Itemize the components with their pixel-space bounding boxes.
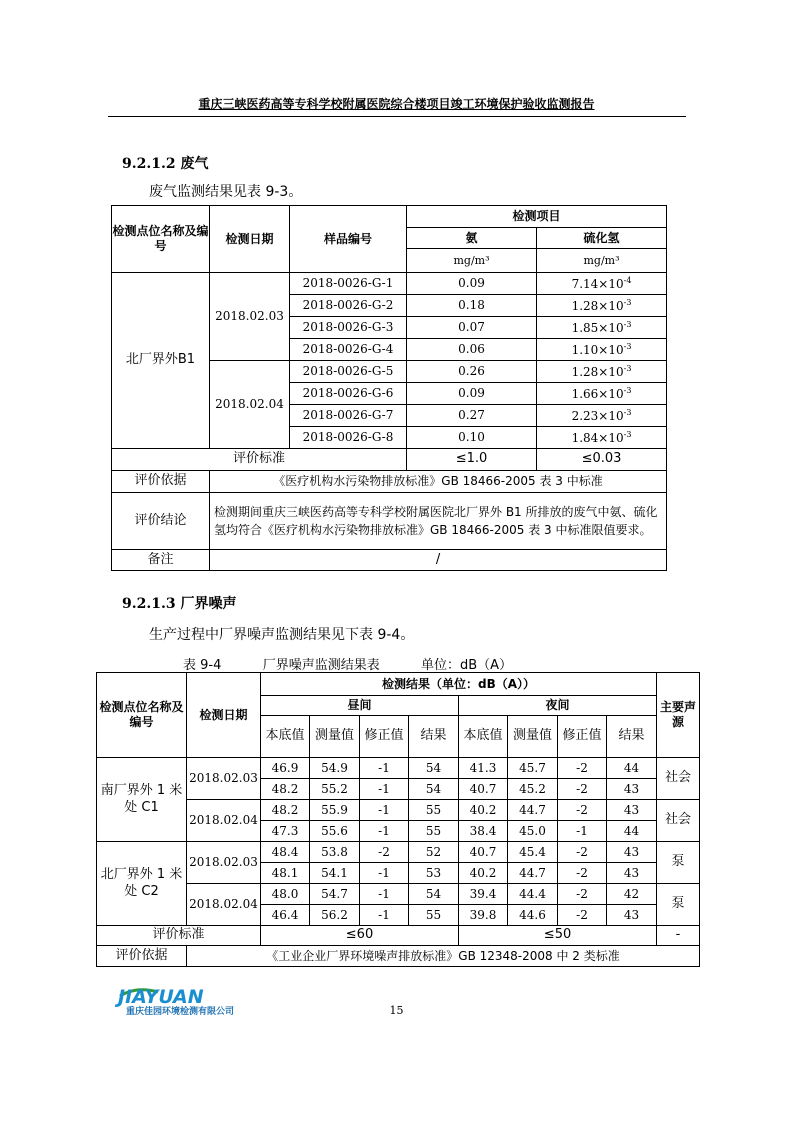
noise-value: -1 <box>360 884 409 905</box>
noise-col-results: 检测结果（单位：dB（A）） <box>261 673 657 696</box>
sub-col-measured: 测量值 <box>508 716 558 758</box>
noise-value: -2 <box>558 779 607 800</box>
noise-value: 40.7 <box>459 842 508 863</box>
noise-value: -2 <box>558 884 607 905</box>
col-items-header: 检测项目 <box>407 206 667 228</box>
site-cell: 北厂界外B1 <box>112 273 210 449</box>
noise-col-day: 昼间 <box>261 696 459 716</box>
noise-value: 43 <box>607 905 657 926</box>
noise-value: 45.7 <box>508 758 558 779</box>
noise-value: -2 <box>558 800 607 821</box>
noise-value: -2 <box>558 758 607 779</box>
sample-id: 2018-0026-G-4 <box>290 339 407 361</box>
noise-source-cell: 泵 <box>657 884 700 926</box>
noise-value: 43 <box>607 800 657 821</box>
col-ammonia-header: 氨 <box>407 228 537 249</box>
noise-value: 45.2 <box>508 779 558 800</box>
sub-col-correction: 修正值 <box>360 716 409 758</box>
conclusion-value: 检测期间重庆三峡医药高等专科学校附属医院北厂界外 B1 所排放的废气中氨、硫化氢均符合《医疗机构水污染物排放标准》GB 18466-2005 表 3 中标准限值要求。 <box>210 493 667 550</box>
noise-value: 48.2 <box>261 779 310 800</box>
noise-standard-night: ≤50 <box>459 926 657 946</box>
noise-date-cell: 2018.02.03 <box>187 758 261 800</box>
noise-value: 55.9 <box>310 800 360 821</box>
col-sample-header: 样品编号 <box>290 206 407 273</box>
section-intro-noise: 生产过程中厂界噪声监测结果见下表 9-4。 <box>149 627 415 643</box>
noise-value: 45.0 <box>508 821 558 842</box>
noise-value: 40.7 <box>459 779 508 800</box>
noise-value: 54 <box>409 779 459 800</box>
section-heading-noise: 9.2.1.3 厂界噪声 <box>122 596 237 612</box>
noise-date-cell: 2018.02.04 <box>187 884 261 926</box>
col-date-header: 检测日期 <box>210 206 290 273</box>
sub-col-result: 结果 <box>607 716 657 758</box>
noise-value: 39.8 <box>459 905 508 926</box>
noise-value: -1 <box>360 779 409 800</box>
noise-value: -2 <box>558 905 607 926</box>
sub-col-measured: 测量值 <box>310 716 360 758</box>
noise-value: 38.4 <box>459 821 508 842</box>
noise-value: 54.1 <box>310 863 360 884</box>
noise-value: 55.2 <box>310 779 360 800</box>
noise-value: 48.1 <box>261 863 310 884</box>
noise-value: 48.2 <box>261 800 310 821</box>
noise-value: -1 <box>360 800 409 821</box>
noise-value: 40.2 <box>459 800 508 821</box>
h2s-value: $1.28\times 10^{-3}$ <box>537 295 667 317</box>
sub-col-background: 本底值 <box>459 716 508 758</box>
noise-row <box>97 884 700 905</box>
noise-value: 55 <box>409 821 459 842</box>
h2s-value: $1.28\times 10^{-3}$ <box>537 361 667 383</box>
noise-value: 43 <box>607 779 657 800</box>
ammonia-value: 0.09 <box>407 273 537 295</box>
sample-id: 2018-0026-G-7 <box>290 405 407 427</box>
noise-value: 44.7 <box>508 863 558 884</box>
noise-value: 46.9 <box>261 758 310 779</box>
ammonia-value: 0.07 <box>407 317 537 339</box>
noise-value: -2 <box>360 842 409 863</box>
noise-value: 53.8 <box>310 842 360 863</box>
noise-source-cell: 社会 <box>657 758 700 800</box>
noise-value: 44 <box>607 758 657 779</box>
noise-value: 48.0 <box>261 884 310 905</box>
noise-value: -1 <box>360 821 409 842</box>
sample-id: 2018-0026-G-8 <box>290 427 407 449</box>
noise-value: 56.2 <box>310 905 360 926</box>
h2s-value: $7.14\times 10^{-4}$ <box>537 273 667 295</box>
sub-col-result: 结果 <box>409 716 459 758</box>
noise-standard-label: 评价标准 <box>97 926 261 946</box>
col-site-header: 检测点位名称及编号 <box>112 206 210 273</box>
sample-id: 2018-0026-G-6 <box>290 383 407 405</box>
noise-col-site: 检测点位名称及编号 <box>97 673 187 758</box>
sub-col-correction: 修正值 <box>558 716 607 758</box>
ammonia-value: 0.27 <box>407 405 537 427</box>
noise-value: 42 <box>607 884 657 905</box>
noise-value: 43 <box>607 863 657 884</box>
sample-id: 2018-0026-G-3 <box>290 317 407 339</box>
standard-ammonia: ≤1.0 <box>407 449 537 471</box>
noise-source-cell: 泵 <box>657 842 700 884</box>
noise-value: 46.4 <box>261 905 310 926</box>
h2s-value: $1.10\times 10^{-3}$ <box>537 339 667 361</box>
section-heading-gas: 9.2.1.2 废气 <box>122 156 209 172</box>
noise-basis-label: 评价依据 <box>97 946 187 967</box>
ammonia-value: 0.06 <box>407 339 537 361</box>
noise-value: 40.2 <box>459 863 508 884</box>
noise-value: 39.4 <box>459 884 508 905</box>
logo-text: JIAYUAN <box>118 986 204 1008</box>
noise-date-cell: 2018.02.03 <box>187 842 261 884</box>
noise-col-source: 主要声源 <box>657 673 700 758</box>
h2s-value: $1.85\times 10^{-3}$ <box>537 317 667 339</box>
noise-value: 44.6 <box>508 905 558 926</box>
noise-value: 54.9 <box>310 758 360 779</box>
sample-id: 2018-0026-G-2 <box>290 295 407 317</box>
noise-results-table <box>96 672 700 967</box>
noise-value: 48.4 <box>261 842 310 863</box>
noise-standard-day: ≤60 <box>261 926 459 946</box>
noise-value: 43 <box>607 842 657 863</box>
noise-value: 47.3 <box>261 821 310 842</box>
ammonia-value: 0.09 <box>407 383 537 405</box>
gas-results-table <box>111 205 667 571</box>
date-cell: 2018.02.03 <box>210 273 290 361</box>
noise-site-cell: 北厂界外 1 米处 C2 <box>97 842 187 926</box>
noise-standard-source: - <box>657 926 700 946</box>
noise-site-cell: 南厂界外 1 米处 C1 <box>97 758 187 842</box>
h2s-value: $1.66\times 10^{-3}$ <box>537 383 667 405</box>
noise-value: -1 <box>360 863 409 884</box>
noise-value: 54.7 <box>310 884 360 905</box>
ammonia-value: 0.10 <box>407 427 537 449</box>
ammonia-value: 0.26 <box>407 361 537 383</box>
page-number: 15 <box>389 1004 404 1017</box>
ammonia-value: 0.18 <box>407 295 537 317</box>
noise-date-cell: 2018.02.04 <box>187 800 261 842</box>
noise-row <box>97 758 700 779</box>
basis-label: 评价依据 <box>112 471 210 493</box>
header-rule <box>108 116 686 117</box>
noise-value: 52 <box>409 842 459 863</box>
sub-col-background: 本底值 <box>261 716 310 758</box>
noise-value: 55 <box>409 905 459 926</box>
remark-label: 备注 <box>112 550 210 571</box>
h2s-value: $2.23\times 10^{-3}$ <box>537 405 667 427</box>
unit-h2s: mg/m³ <box>537 249 667 273</box>
noise-value: -1 <box>558 821 607 842</box>
standard-label: 评价标准 <box>112 449 407 471</box>
section-intro-gas: 废气监测结果见表 9-3。 <box>149 184 303 200</box>
h2s-value: $1.84\times 10^{-3}$ <box>537 427 667 449</box>
sample-id: 2018-0026-G-1 <box>290 273 407 295</box>
noise-value: -1 <box>360 758 409 779</box>
report-header-title: 重庆三峡医药高等专科学校附属医院综合楼项目竣工环境保护验收监测报告 <box>198 97 595 111</box>
noise-value: -1 <box>360 905 409 926</box>
noise-value: 53 <box>409 863 459 884</box>
noise-value: 41.3 <box>459 758 508 779</box>
noise-row <box>97 800 700 821</box>
noise-value: 54 <box>409 758 459 779</box>
noise-value: 44.7 <box>508 800 558 821</box>
noise-value: 55 <box>409 800 459 821</box>
remark-value: / <box>210 550 667 571</box>
noise-value: 55.6 <box>310 821 360 842</box>
noise-basis-value: 《工业企业厂界环境噪声排放标准》GB 12348-2008 中 2 类标准 <box>187 946 700 967</box>
noise-table-body <box>97 758 700 926</box>
noise-value: 45.4 <box>508 842 558 863</box>
date-cell: 2018.02.04 <box>210 361 290 449</box>
noise-col-night: 夜间 <box>459 696 657 716</box>
table-caption-noise: 表 9-4 厂界噪声监测结果表 单位：dB（A） <box>183 658 513 673</box>
conclusion-label: 评价结论 <box>112 493 210 550</box>
standard-h2s: ≤0.03 <box>537 449 667 471</box>
noise-value: -2 <box>558 842 607 863</box>
sample-id: 2018-0026-G-5 <box>290 361 407 383</box>
col-h2s-header: 硫化氢 <box>537 228 667 249</box>
noise-value: -2 <box>558 863 607 884</box>
noise-value: 54 <box>409 884 459 905</box>
noise-col-date: 检测日期 <box>187 673 261 758</box>
noise-value: 44.4 <box>508 884 558 905</box>
unit-ammonia: mg/m³ <box>407 249 537 273</box>
noise-value: 44 <box>607 821 657 842</box>
noise-row <box>97 842 700 863</box>
noise-source-cell: 社会 <box>657 800 700 842</box>
company-name: 重庆佳园环境检测有限公司 <box>126 1007 235 1017</box>
basis-value: 《医疗机构水污染物排放标准》GB 18466-2005 表 3 中标准 <box>210 471 667 493</box>
